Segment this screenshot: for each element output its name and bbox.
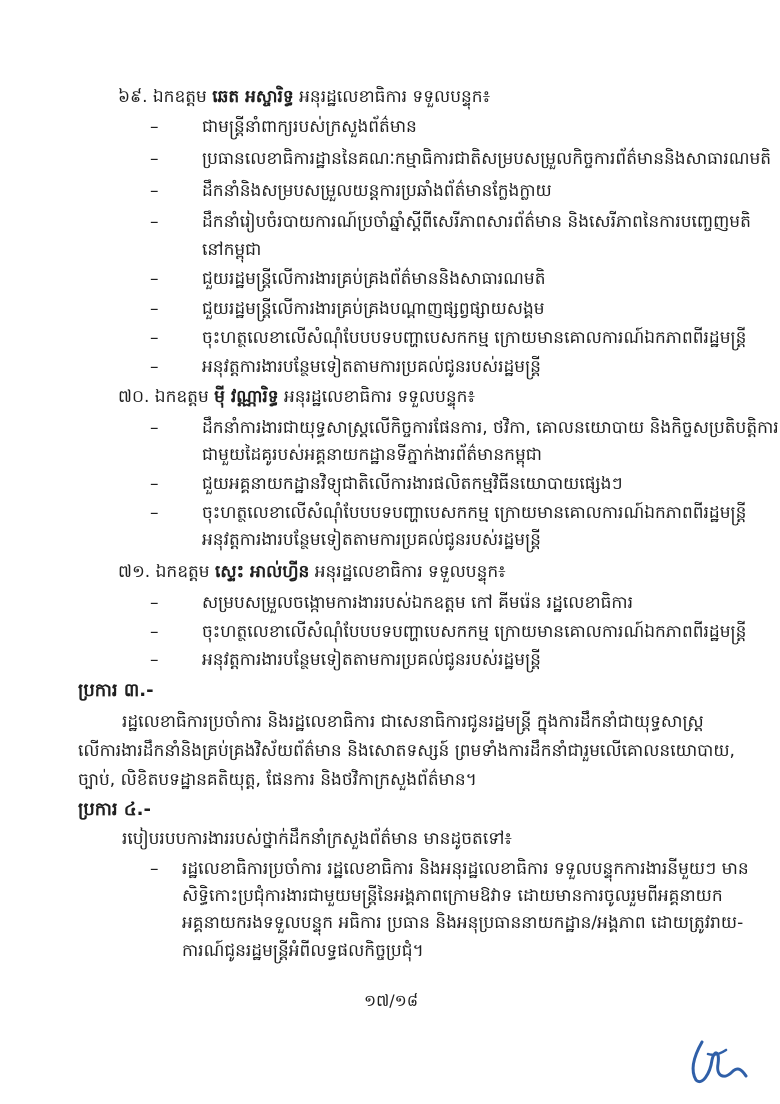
bullet-dash: – bbox=[150, 357, 159, 377]
article-3-title: ប្រការ ៣.- bbox=[78, 680, 154, 701]
bullet-dash: – bbox=[150, 593, 159, 613]
item-70-bullet: ចុះហត្ថលេខាលើសំណុំបែបបទបញ្ហាបេសកកម្ម ក្រោយមានគោលការណ៍ឯកភាពពីរដ្ឋមន្ត្រី bbox=[202, 503, 747, 523]
item-70-title: អនុរដ្ឋលេខាធិការ ទទួលបន្ទុក៖ bbox=[278, 387, 475, 407]
item-69-bullet: ចុះហត្ថលេខាលើសំណុំបែបបទបញ្ហាបេសកកម្ម ក្រោយមានគោលការណ៍ឯកភាពពីរដ្ឋមន្ត្រី bbox=[202, 328, 747, 348]
item-70-bullet: ដឹកនាំការងារជាយុទ្ធសាស្ត្រលើកិច្ចការផែនការ, ថវិកា, គោលនយោបាយ និងកិច្ចសប្រតិបត្តិការ bbox=[202, 418, 779, 438]
article-3-paragraph-line: ច្បាប់, លិខិតបទដ្ឋានគតិយុត្ត, ផែនការ និងថវិកាក្រសួងព័ត៌មាន។ bbox=[78, 770, 477, 790]
article-4-bullet-line: អគ្គនាយករងទទួលបន្ទុក អធិការ ប្រធាន និងអនុប្រធាននាយកដ្ឋាន/អង្គភាព ដោយត្រូវរាយ- bbox=[182, 913, 744, 933]
item-70-bullet-continuation: ជាមួយដៃគូរបស់អគ្គនាយកដ្ឋានទីភ្នាក់ងារព័ត៌មានកម្ពុជា bbox=[202, 445, 542, 465]
item-71-title: អនុរដ្ឋលេខាធិការ ទទួលបន្ទុក៖ bbox=[309, 562, 506, 582]
bullet-dash: – bbox=[150, 622, 159, 642]
item-71-heading bbox=[118, 559, 506, 585]
article-4-bullet-line: សិទ្ធិកោះប្រជុំការងារជាមួយមន្ត្រីនៃអង្គភាពក្រោមឱវាទ ដោយមានការចូលរួមពីអគ្គនាយក bbox=[182, 886, 723, 906]
item-69-bullet: ដឹកនាំនិងសម្របសម្រួលយន្តការប្រឆាំងព័ត៌មានក្លែងក្លាយ bbox=[202, 181, 552, 201]
article-4-title: ប្រការ ៤.- bbox=[78, 799, 151, 820]
item-71-number: ៧១. ឯកឧត្តម bbox=[118, 562, 215, 582]
item-70-bullet-continuation: អនុវត្តការងារបន្ថែមទៀតតាមការប្រគល់ជូនរបស់រដ្ឋមន្ត្រី bbox=[202, 530, 541, 550]
item-71-bullet: សម្របសម្រួលចង្កោមការងាររបស់ឯកឧត្តម កៅ គីមរ៉េន រដ្ឋលេខាធិការ bbox=[202, 593, 634, 613]
item-69-bullet: ជាមន្ត្រីនាំពាក្យរបស់ក្រសួងព័ត៌មាន bbox=[202, 117, 417, 137]
item-69-bullet: ជួយរដ្ឋមន្ត្រីលើការងារគ្រប់គ្រងព័ត៌មាននិងសាធារណមតិ bbox=[202, 269, 546, 289]
item-69-bullet: ជួយរដ្ឋមន្ត្រីលើការងារគ្រប់គ្រងបណ្តាញផ្សព្វផ្សាយសង្គម bbox=[202, 299, 545, 319]
item-71-name: ស្ទេះ អាល់ហ្វីន bbox=[214, 562, 310, 582]
item-71-bullet: ចុះហត្ថលេខាលើសំណុំបែបបទបញ្ហាបេសកកម្ម ក្រោយមានគោលការណ៍ឯកភាពពីរដ្ឋមន្ត្រី bbox=[202, 622, 747, 642]
bullet-dash: – bbox=[150, 418, 159, 438]
article-4-bullet-line: រដ្ឋលេខាធិការប្រចាំការ រដ្ឋលេខាធិការ និងអនុរដ្ឋលេខាធិការ ទទួលបន្ទុកការងារនីមួយៗ មាន bbox=[182, 859, 749, 879]
article-4-bullet-line: ការណ៍ជូនរដ្ឋមន្ត្រីអំពីលទ្ធផលកិច្ចប្រជុំ។ bbox=[182, 941, 424, 961]
item-70-heading bbox=[118, 384, 475, 410]
item-69-bullet: អនុវត្តការងារបន្ថែមទៀតតាមការប្រគល់ជូនរបស់រដ្ឋមន្ត្រី bbox=[202, 357, 541, 377]
signature-mark bbox=[680, 1030, 750, 1090]
bullet-dash: – bbox=[150, 117, 159, 137]
bullet-dash: – bbox=[150, 474, 159, 494]
item-70-number: ៧០. ឯកឧត្តម bbox=[118, 387, 215, 407]
item-69-bullet: ប្រធានលេខាធិការដ្ឋាននៃគណៈកម្មាធិការជាតិសម្របសម្រួលកិច្ចការព័ត៌មាននិងសាធារណមតិ bbox=[202, 149, 772, 169]
bullet-dash: – bbox=[150, 859, 159, 879]
item-71-bullet: អនុវត្តការងារបន្ថែមទៀតតាមការប្រគល់ជូនរបស់រដ្ឋមន្ត្រី bbox=[202, 650, 541, 670]
article-3-paragraph-line: លើការងារដឹកនាំនិងគ្រប់គ្រងវិស័យព័ត៌មាន និងសោតទស្សន៍ ព្រមទាំងការដឹកនាំជារួមលើគោលនយោបាយ, bbox=[78, 741, 735, 761]
bullet-dash: – bbox=[150, 149, 159, 169]
bullet-dash: – bbox=[150, 328, 159, 348]
bullet-dash: – bbox=[150, 212, 159, 232]
item-70-name: ម៉ី វណ្ណារិទ្ធ bbox=[214, 387, 279, 407]
bullet-dash: – bbox=[150, 503, 159, 523]
article-3-paragraph-line: រដ្ឋលេខាធិការប្រចាំការ និងរដ្ឋលេខាធិការ ជាសេនាធិការជូនរដ្ឋមន្ត្រី ក្នុងការដឹកនាំជាយុទ្ធសាស្ត្រ bbox=[122, 712, 704, 732]
bullet-dash: – bbox=[150, 650, 159, 670]
item-69-bullet-continuation: នៅកម្ពុជា bbox=[202, 240, 262, 260]
bullet-dash: – bbox=[150, 269, 159, 289]
page-number: ១៧/១៨ bbox=[364, 991, 419, 1010]
item-69-number: ៦៩. ឯកឧត្តម bbox=[118, 87, 213, 107]
bullet-dash: – bbox=[150, 181, 159, 201]
item-69-heading bbox=[118, 84, 490, 110]
article-4-intro: របៀបរបបការងាររបស់ថ្នាក់ដឹកនាំក្រសួងព័ត៌មាន មានដូចតទៅ៖ bbox=[122, 829, 512, 849]
item-70-bullet: ជួយអគ្គនាយកដ្ឋានវិទ្យុជាតិលើការងារផលិតកម្មវិធីនយោបាយផ្សេងៗ bbox=[202, 474, 623, 494]
item-69-name: ឆេត អស្ចារិទ្ធ bbox=[212, 87, 294, 107]
item-69-bullet: ដឹកនាំរៀបចំរបាយការណ៍ប្រចាំឆ្នាំស្តីពីសេរីភាពសារព័ត៌មាន និងសេរីភាពនៃការបញ្ចេញមតិ bbox=[202, 212, 751, 232]
item-69-title: អនុរដ្ឋលេខាធិការ ទទួលបន្ទុក៖ bbox=[293, 87, 491, 107]
bullet-dash: – bbox=[150, 299, 159, 319]
